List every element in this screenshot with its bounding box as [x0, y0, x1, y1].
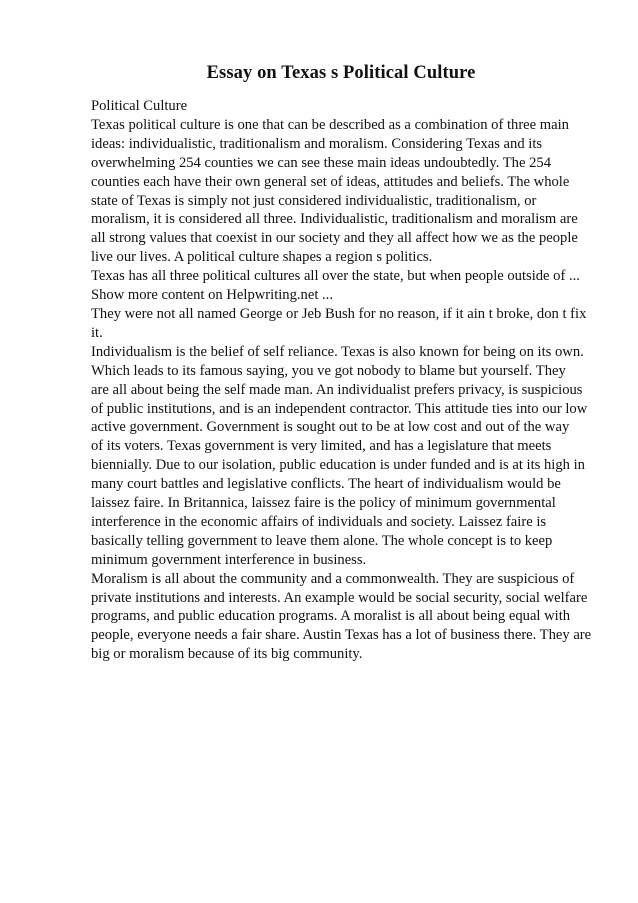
text-line: Which leads to its famous saying, you ve got nobody to blame but yourself. They	[91, 362, 566, 379]
text-line: many court battles and legislative conflicts. The heart of individualism would be	[91, 476, 561, 493]
text-line: ideas: individualistic, traditionalism and moralism. Considering Texas and its	[91, 135, 543, 152]
text-line: live our lives. A political culture shapes a region s politics.	[91, 249, 433, 266]
text-line: active government. Government is sought out to be at low cost and out of the way	[91, 419, 570, 436]
text-line: it.	[91, 324, 103, 341]
text-line: private institutions and interests. An example would be social security, social welfare	[91, 589, 588, 606]
text-line: basically telling government to leave them alone. The whole concept is to keep	[91, 532, 553, 549]
text-line: are all about being the self made man. An individualist prefers privacy, is suspicious	[91, 381, 583, 398]
document-page	[91, 62, 591, 664]
text-line: laissez faire. In Britannica, laissez faire is the policy of minimum governmental	[91, 495, 556, 512]
text-line: moralism, it is considered all three. Individualistic, traditionalism and moralism are	[91, 211, 578, 228]
text-line: of public institutions, and is an independent contractor. This attitude ties into our low	[91, 400, 588, 417]
text-line: counties each have their own general set of ideas, attitudes and beliefs. The whole	[91, 173, 570, 190]
text-line: state of Texas is simply not just considered individualistic, traditionalism, or	[91, 192, 537, 209]
text-line: minimum government interference in business.	[91, 551, 367, 568]
document-title: Essay on Texas s Political Culture	[206, 63, 476, 83]
text-line: Political Culture	[91, 98, 188, 114]
text-line: people, everyone needs a fair share. Austin Texas has a lot of business there. They are	[91, 627, 592, 644]
document-body	[91, 97, 591, 664]
text-line: of its voters. Texas government is very limited, and has a legislature that meets	[91, 438, 552, 455]
text-line: all strong values that coexist in our society and they all affect how we as the people	[91, 230, 578, 247]
text-line: overwhelming 254 counties we can see these main ideas undoubtedly. The 254	[91, 154, 551, 171]
text-line: Texas has all three political cultures all over the state, but when people outside of ...	[91, 268, 580, 285]
text-line: Individualism is the belief of self reliance. Texas is also known for being on its own.	[91, 343, 584, 360]
text-line: programs, and public education programs. A moralist is all about being equal with	[91, 608, 571, 625]
text-line: Texas political culture is one that can be described as a combination of three main	[91, 116, 569, 133]
text-line: Show more content on Helpwriting.net ...	[91, 287, 333, 304]
text-line: They were not all named George or Jeb Bush for no reason, if it ain t broke, don t fix	[91, 305, 587, 322]
text-line: biennially. Due to our isolation, public education is under funded and is at its high in	[91, 457, 585, 474]
text-line: interference in the economic affairs of individuals and society. Laissez faire is	[91, 513, 547, 530]
text-line: big or moralism because of its big community.	[91, 646, 363, 663]
text-line: Moralism is all about the community and a commonwealth. They are suspicious of	[91, 570, 575, 587]
